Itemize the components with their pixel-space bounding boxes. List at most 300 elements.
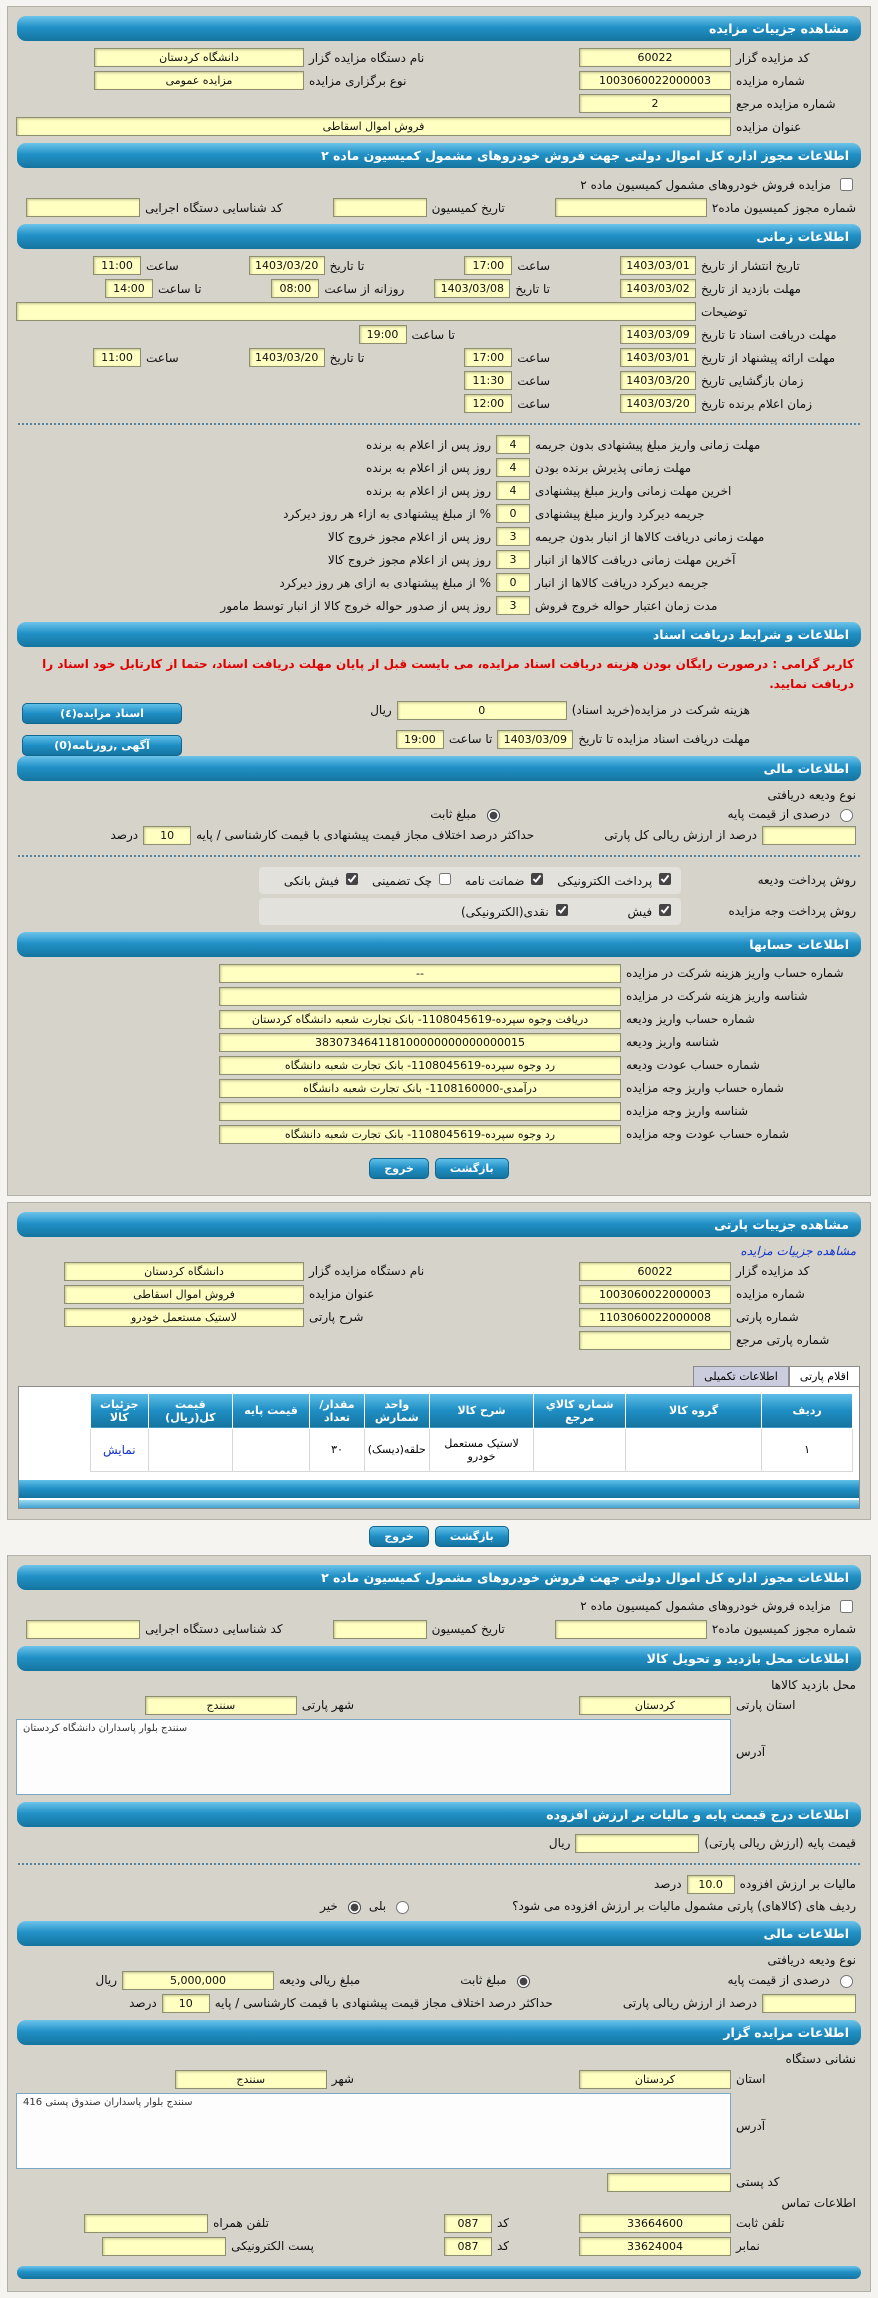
row-province bbox=[16, 2070, 856, 2089]
visit-label: مهلت بازدید از تاریخ bbox=[701, 281, 801, 296]
row-publish bbox=[16, 256, 856, 275]
pay-fish-checkbox[interactable] bbox=[659, 904, 671, 916]
penalty-row bbox=[16, 458, 800, 477]
penalty-label: جریمه دیرکرد دریافت کالاها از انبار bbox=[535, 575, 709, 590]
visit-to-field[interactable]: 1403/03/08 bbox=[434, 279, 510, 298]
deposit-percent-label: درصدی از قیمت پایه bbox=[727, 1973, 830, 1988]
deposit-type-label: نوع ودیعه دریافتی bbox=[767, 787, 856, 802]
docs-deadline2-time-field[interactable]: 19:00 bbox=[396, 730, 444, 749]
postal-code-label: کد پستی bbox=[736, 2175, 780, 2190]
fax-label: نمابر bbox=[736, 2239, 760, 2254]
tab-additional-info[interactable]: اطلاعات تکمیلی bbox=[693, 1366, 789, 1386]
cell-item-group bbox=[626, 1428, 762, 1471]
auction-type-label: نوع برگزاری مزایده bbox=[309, 73, 407, 88]
description-field[interactable] bbox=[16, 302, 696, 321]
docs-deadline2-date-field[interactable]: 1403/03/09 bbox=[497, 730, 573, 749]
pay-electronic-label: پرداخت الکترونیکی bbox=[557, 873, 653, 888]
party-desc-label: شرح پارتی bbox=[309, 1310, 364, 1325]
party-ref-label: شماره پارتی مرجع bbox=[736, 1333, 830, 1348]
publish-to-time-field[interactable]: 11:00 bbox=[93, 256, 141, 275]
ref-no-label: شماره مزایده مرجع bbox=[736, 96, 836, 111]
max-diff-field[interactable]: 10 bbox=[162, 1994, 210, 2013]
row-fax bbox=[16, 2237, 856, 2256]
row-postal-code bbox=[16, 2173, 856, 2192]
permit-no-label: شماره مجوز کمیسیون ماده۲ bbox=[711, 1622, 856, 1637]
col-base-price: قیمت پایه bbox=[232, 1393, 309, 1428]
table-footer-bar bbox=[19, 1478, 859, 1498]
row-offer bbox=[16, 348, 856, 367]
city-label: شهر bbox=[331, 2072, 354, 2087]
penalty-suffix: روز پس از اعلام به برنده bbox=[366, 483, 491, 498]
docs-fee-label: هزینه شرکت در مزایده(خرید اسناد) bbox=[571, 703, 750, 718]
publish-to-date-field[interactable]: 1403/03/20 bbox=[249, 256, 325, 275]
percent-of-party-field[interactable] bbox=[762, 1994, 856, 2013]
section-header-permit: اطلاعات مجوز اداره کل اموال دولتی جهت فروش خودروهای مشمول کمیسیون ماده ۲ bbox=[17, 143, 861, 168]
penalty-suffix: روز پس از اعلام به برنده bbox=[366, 437, 491, 452]
phone-label: تلفن ثابت bbox=[736, 2216, 785, 2231]
account-label: شناسه واریز وجه مزایده bbox=[626, 1104, 749, 1119]
cell-row-no: ۱ bbox=[762, 1428, 853, 1471]
col-gutter bbox=[26, 1393, 91, 1428]
row-deposit-percent bbox=[16, 826, 856, 845]
pay-check-checkbox[interactable] bbox=[439, 873, 451, 885]
auction-docs-button[interactable]: اسناد مزایده(٤) bbox=[22, 703, 182, 724]
cell-total-price bbox=[148, 1428, 232, 1471]
deposit-amount-label: مبلغ ریالی ودیعه bbox=[279, 1973, 361, 1988]
opening-time-field[interactable]: 11:30 bbox=[464, 371, 512, 390]
base-price-field[interactable] bbox=[575, 1834, 699, 1853]
col-qty: مقدار/ تعداد bbox=[310, 1393, 364, 1428]
auction-no-label: شماره مزایده bbox=[736, 1287, 805, 1302]
penalty-field[interactable]: 0 bbox=[496, 504, 530, 523]
party-address-textarea[interactable]: سنندج بلوار پاسداران دانشگاه کردستان bbox=[16, 1719, 731, 1795]
vat-question-label: ردیف های (کالاهای) پارتی مشمول مالیات بر ارزش افزوده می شود؟ bbox=[512, 1898, 856, 1913]
mobile-label: تلفن همراه bbox=[213, 2216, 269, 2231]
row-pay-deposit bbox=[16, 867, 856, 894]
back-button[interactable]: بازگشت bbox=[435, 1158, 509, 1179]
to-date-label: تا تاریخ bbox=[329, 350, 365, 365]
address-textarea[interactable]: سنندج بلوار پاسداران صندوق پستی 416 bbox=[16, 2093, 731, 2169]
dotted-separator bbox=[18, 855, 860, 857]
col-item-details: جزئیات کالا bbox=[90, 1393, 148, 1428]
cell-qty: ۳۰ bbox=[310, 1428, 364, 1471]
fax-field[interactable]: 33624004 bbox=[579, 2237, 731, 2256]
to-date-label: تا تاریخ bbox=[515, 281, 550, 296]
row-opening bbox=[16, 371, 856, 390]
base-price-label: قیمت پایه (ارزش ریالی پارتی) bbox=[704, 1836, 856, 1851]
party-city-field[interactable]: سنندج bbox=[145, 1696, 297, 1715]
dotted-separator bbox=[18, 1863, 860, 1865]
winner-time-field[interactable]: 12:00 bbox=[464, 394, 512, 413]
cell-item-details bbox=[90, 1428, 148, 1471]
party-no-field[interactable]: 1103060022000008 bbox=[579, 1308, 731, 1327]
auction-title-label: عنوان مزایده bbox=[309, 1287, 375, 1302]
pay-fish-label: فیش bbox=[627, 904, 653, 919]
vat-no-radio[interactable] bbox=[348, 1901, 361, 1914]
party-items-table bbox=[25, 1393, 853, 1472]
row-permit bbox=[16, 198, 856, 217]
docs-notice-text: کاربر گرامی : درصورت رایگان بودن هزینه دریافت اسناد مزایده، می بایست قبل از پایان مهلت دریافت اسناد، حتما از کارتابل خود اسناد را دریافت نمایید. bbox=[42, 657, 854, 692]
account-label: شماره حساب واریز وجه مزایده bbox=[626, 1081, 784, 1096]
hour-label: ساعت bbox=[517, 350, 550, 365]
org-name-label: نام دستگاه مزایده گزار bbox=[309, 50, 425, 65]
party-city-label: شهر پارتی bbox=[301, 1698, 354, 1713]
party-ref-field[interactable] bbox=[579, 1331, 731, 1350]
col-item-desc: شرح کالا bbox=[429, 1393, 533, 1428]
party-province-label: استان پارتی bbox=[736, 1698, 796, 1713]
commission-date-label: تاریخ کمیسیون bbox=[431, 200, 505, 215]
penalty-field[interactable]: 4 bbox=[496, 481, 530, 500]
phone-code-label: کد bbox=[496, 2216, 509, 2231]
bidder-code-field[interactable]: 60022 bbox=[579, 1262, 731, 1281]
ref-no-field[interactable]: 2 bbox=[579, 94, 731, 113]
hour-label: ساعت bbox=[517, 396, 550, 411]
row-bidder-code bbox=[16, 48, 856, 67]
row-deposit-options2 bbox=[16, 1971, 856, 1990]
row-deposit-options bbox=[16, 806, 856, 822]
account-row bbox=[16, 1033, 856, 1052]
row-bidder-code2 bbox=[16, 1262, 856, 1281]
visit-time-to-field[interactable]: 14:00 bbox=[105, 279, 153, 298]
deposit-percent-label: درصدی از قیمت پایه bbox=[727, 806, 830, 821]
tab-party-items[interactable]: اقلام پارتی bbox=[789, 1366, 860, 1386]
row-address bbox=[16, 2093, 856, 2169]
bidder-code-label: کد مزایده گزار bbox=[736, 50, 810, 65]
row-visit bbox=[16, 279, 856, 298]
row-vat-question bbox=[16, 1898, 856, 1914]
offer-date-field[interactable]: 1403/03/01 bbox=[620, 348, 696, 367]
table-footer-bar2 bbox=[19, 1500, 859, 1508]
row-party-no bbox=[16, 1308, 856, 1327]
col-ref-item-no: شماره کالاي مرجع bbox=[534, 1393, 626, 1428]
row-auction-title bbox=[16, 117, 856, 136]
pay-check-label: چک تضمینی bbox=[372, 873, 433, 888]
section-header-permit2: اطلاعات مجوز اداره کل اموال دولتی جهت فروش خودروهای مشمول کمیسیون ماده ۲ bbox=[17, 1565, 861, 1590]
hour-label: ساعت bbox=[146, 350, 179, 365]
account-label: شماره حساب عودت وجه مزایده bbox=[626, 1127, 790, 1142]
col-row-no: ردیف bbox=[762, 1393, 853, 1428]
winner-date-field[interactable]: 1403/03/20 bbox=[620, 394, 696, 413]
offer-label: مهلت ارائه پیشنهاد از تاریخ bbox=[701, 350, 836, 365]
org-name-field[interactable]: دانشگاه کردستان bbox=[64, 1262, 304, 1281]
permit-no-field[interactable] bbox=[555, 1620, 707, 1639]
party-desc-field[interactable]: لاستیک مستعمل خودرو bbox=[64, 1308, 304, 1327]
row-party-province bbox=[16, 1696, 856, 1715]
rial-label: ریال bbox=[370, 703, 392, 718]
mid-buttons bbox=[0, 1526, 878, 1547]
row-vat bbox=[16, 1875, 856, 1894]
row-pay-auction bbox=[16, 898, 856, 925]
dotted-separator bbox=[18, 423, 860, 425]
section-header-pricing: اطلاعات درج قیمت پایه و مالیات بر ارزش افزوده bbox=[17, 1802, 861, 1827]
agency-code-field[interactable] bbox=[26, 1620, 140, 1639]
address-label: آدرس bbox=[736, 2118, 766, 2133]
section-header-docs: اطلاعات و شرایط دریافت اسناد bbox=[17, 622, 861, 647]
phone-field[interactable]: 33664600 bbox=[579, 2214, 731, 2233]
pay-cash-checkbox[interactable] bbox=[556, 904, 568, 916]
agency-code-label: کد شناسایی دستگاه اجرایی bbox=[145, 200, 283, 215]
penalty-label: جریمه دیرکرد واریز مبلغ پیشنهادی bbox=[535, 506, 705, 521]
party-province-field[interactable]: کردستان bbox=[579, 1696, 731, 1715]
pay-cash-label: نقدی(الکترونیکی) bbox=[460, 904, 549, 919]
agency-address-title: نشانی دستگاه bbox=[785, 2051, 856, 2066]
offer-time-field[interactable]: 17:00 bbox=[464, 348, 512, 367]
penalty-label: مدت زمان اعتبار حواله خروج فروش bbox=[535, 598, 718, 613]
section-header-accounts: اطلاعات حسابها bbox=[17, 932, 861, 957]
party-no-label: شماره پارتی bbox=[736, 1310, 799, 1325]
account-label: شماره حساب واریز ودیعه bbox=[626, 1012, 755, 1027]
pay-bankslip-label: فیش بانکی bbox=[283, 873, 340, 888]
account-row bbox=[16, 987, 856, 1006]
deposit-amount-field[interactable]: 5,000,000 bbox=[122, 1971, 274, 1990]
penalty-suffix: % از مبلغ پیشنهادی به ازای هر روز دیرکرد bbox=[279, 575, 491, 590]
docs-deadline-time-field[interactable]: 19:00 bbox=[359, 325, 407, 344]
section-header-financial: اطلاعات مالی bbox=[17, 756, 861, 781]
penalty-row bbox=[16, 596, 800, 615]
auction-page bbox=[0, 6, 878, 2292]
deposit-fixed-label: مبلغ ثابت bbox=[460, 1973, 507, 1988]
row-madeh2-checkbox2 bbox=[16, 1597, 856, 1616]
account-row bbox=[16, 964, 856, 983]
penalty-row bbox=[16, 504, 800, 523]
visit-place-label: محل بازدید کالاها bbox=[771, 1677, 856, 1692]
penalty-row bbox=[16, 481, 800, 500]
row-party-ref bbox=[16, 1331, 856, 1350]
publish-label: تاریخ انتشار از تاریخ bbox=[701, 258, 800, 273]
section-header-timing: اطلاعات زمانی bbox=[17, 224, 861, 249]
org-name-field[interactable]: دانشگاه کردستان bbox=[94, 48, 304, 67]
account-field[interactable]: دریافت وجوه سپرده-1108045619- بانک تجارت شعبه دانشگاه کردستان bbox=[219, 1010, 621, 1029]
permit-no-label: شماره مجوز کمیسیون ماده۲ bbox=[711, 200, 856, 215]
publish-time-field[interactable]: 17:00 bbox=[464, 256, 512, 275]
account-row bbox=[16, 1079, 856, 1098]
row-deposit-type2 bbox=[16, 1953, 856, 1967]
row-deposit-percent2 bbox=[16, 1994, 856, 2013]
penalty-label: مهلت زمانی پذیرش برنده بودن bbox=[535, 460, 692, 475]
postal-code-field[interactable] bbox=[607, 2173, 731, 2192]
row-docs-deadline bbox=[16, 325, 856, 344]
row-madeh2-checkbox bbox=[16, 175, 856, 194]
penalty-suffix: روز پس از اعلام به برنده bbox=[366, 460, 491, 475]
org-name-label: نام دستگاه مزایده گزار bbox=[309, 1264, 425, 1279]
hour-label: ساعت bbox=[517, 258, 550, 273]
row-base-price bbox=[16, 1834, 856, 1853]
province-label: استان bbox=[736, 2072, 766, 2087]
pay-deposit-options bbox=[259, 867, 681, 894]
winner-label: زمان اعلام برنده تاریخ bbox=[701, 396, 812, 411]
account-row bbox=[16, 1056, 856, 1075]
account-field[interactable] bbox=[219, 987, 621, 1006]
description-label: توضیحات bbox=[701, 304, 748, 319]
visit-time-from-field[interactable]: 08:00 bbox=[271, 279, 319, 298]
party-items-table-wrap bbox=[18, 1386, 860, 1509]
account-field[interactable] bbox=[219, 1102, 621, 1121]
phone-code-field[interactable]: 087 bbox=[444, 2214, 492, 2233]
section-header-bidder: اطلاعات مزایده گزار bbox=[17, 2020, 861, 2045]
row-permit2 bbox=[16, 1620, 856, 1639]
panel-bottom-bar bbox=[17, 2266, 861, 2279]
percent-of-total-label: درصد از ارزش ریالی کل پارتی bbox=[604, 828, 757, 843]
commission-date-field[interactable] bbox=[333, 1620, 427, 1639]
penalty-field[interactable]: 0 bbox=[496, 573, 530, 592]
to-date-label: تا تاریخ bbox=[329, 258, 365, 273]
exit-button[interactable]: خروج bbox=[369, 1526, 429, 1547]
penalty-field[interactable]: 4 bbox=[496, 435, 530, 454]
row-phone bbox=[16, 2214, 856, 2233]
item-row bbox=[26, 1428, 853, 1471]
section-header-location: اطلاعات محل بازدید و تحویل کالا bbox=[17, 1646, 861, 1671]
cell-unit: حلقه(دیسک) bbox=[364, 1428, 429, 1471]
col-unit: واحد شمارش bbox=[364, 1393, 429, 1428]
account-field[interactable]: -- bbox=[219, 964, 621, 983]
province-field[interactable]: کردستان bbox=[579, 2070, 731, 2089]
penalty-field[interactable]: 3 bbox=[496, 550, 530, 569]
pay-electronic-checkbox[interactable] bbox=[659, 873, 671, 885]
penalty-field[interactable]: 3 bbox=[496, 527, 530, 546]
account-label: شناسه واریز هزینه شرکت در مزایده bbox=[626, 989, 808, 1004]
madeh2-checkbox[interactable] bbox=[840, 1600, 853, 1613]
party-tabs bbox=[18, 1366, 860, 1386]
account-row bbox=[16, 1010, 856, 1029]
city-field[interactable]: سنندج bbox=[175, 2070, 327, 2089]
email-field[interactable] bbox=[102, 2237, 226, 2256]
pay-auction-options bbox=[259, 898, 681, 925]
vat-yes-label: بلی bbox=[368, 1898, 387, 1913]
cell-item-desc: لاستیک مستعمل خودرو bbox=[429, 1428, 533, 1471]
auction-no-field[interactable]: 1003060022000003 bbox=[579, 71, 731, 90]
account-label: شماره حساب عودت ودیعه bbox=[626, 1058, 760, 1073]
party-address-label: آدرس bbox=[736, 1744, 766, 1759]
docs-deadline-date-field[interactable]: 1403/03/09 bbox=[620, 325, 696, 344]
docs-fee-field[interactable]: 0 bbox=[397, 701, 567, 720]
bidder-code-label: کد مزایده گزار bbox=[736, 1264, 810, 1279]
penalty-label: اخرین مهلت زمانی واریز مبلغ پیشنهادی bbox=[535, 483, 732, 498]
newspaper-ads-button[interactable]: آگهی ,روزنامه(0) bbox=[22, 735, 182, 756]
panel1-buttons bbox=[8, 1158, 870, 1179]
agency-code-field[interactable] bbox=[26, 198, 140, 217]
penalty-suffix: روز پس از صدور حواله خروج کالا از انبار توسط مامور bbox=[220, 598, 491, 613]
rial-label: ریال bbox=[95, 1973, 118, 1988]
publish-date-field[interactable]: 1403/03/01 bbox=[620, 256, 696, 275]
vat-yes-radio[interactable] bbox=[396, 1901, 409, 1914]
pay-guarantee-checkbox[interactable] bbox=[531, 873, 543, 885]
account-row bbox=[16, 1125, 856, 1144]
row-ref-no bbox=[16, 94, 856, 113]
account-row bbox=[16, 1102, 856, 1121]
percent-of-total-field[interactable] bbox=[762, 826, 856, 845]
penalty-label: مهلت زمانی دریافت کالاها از انبار بدون جریمه bbox=[535, 529, 765, 544]
deposit-type-label: نوع ودیعه دریافتی bbox=[767, 1952, 856, 1967]
row-auction-no2 bbox=[16, 1285, 856, 1304]
account-field[interactable]: 383073464118100000000000000015 bbox=[219, 1033, 621, 1052]
madeh2-checkbox-label: مزایده فروش خودروهای مشمول کمیسیون ماده ۲ bbox=[580, 1599, 831, 1614]
auction-no-field[interactable]: 1003060022000003 bbox=[579, 1285, 731, 1304]
pay-deposit-label: روش پرداخت ودیعه bbox=[757, 873, 856, 888]
party-details-panel bbox=[7, 1202, 871, 1520]
auction-title-field[interactable]: فروش اموال اسقاطی bbox=[64, 1285, 304, 1304]
percent-label: درصد bbox=[653, 1877, 682, 1892]
vat-field[interactable]: 10.0 bbox=[687, 1875, 735, 1894]
penalty-suffix: روز پس از اعلام مجوز خروج کالا bbox=[327, 529, 491, 544]
section-header-auction: مشاهده جزییات مزایده bbox=[17, 16, 861, 41]
to-hour-label: تا ساعت bbox=[448, 732, 493, 747]
to-hour-label: تا ساعت bbox=[157, 281, 202, 296]
item-details-link[interactable]: نمایش bbox=[103, 1442, 136, 1457]
max-diff-field[interactable]: 10 bbox=[143, 826, 191, 845]
penalty-row bbox=[16, 527, 800, 546]
auction-no-label: شماره مزایده bbox=[736, 73, 805, 88]
pay-guarantee-label: ضمانت نامه bbox=[464, 873, 525, 888]
vat-no-label: خیر bbox=[320, 1898, 338, 1913]
penalty-row bbox=[16, 550, 800, 569]
fax-code-field[interactable]: 087 bbox=[444, 2237, 492, 2256]
rial-label: ریال bbox=[548, 1836, 571, 1851]
madeh2-checkbox-label: مزایده فروش خودروهای مشمول کمیسیون ماده ۲ bbox=[580, 177, 831, 192]
offer-to-date-field[interactable]: 1403/03/20 bbox=[249, 348, 325, 367]
offer-to-time-field[interactable]: 11:00 bbox=[93, 348, 141, 367]
penalty-row bbox=[16, 573, 800, 592]
penalty-suffix: روز پس از اعلام مجوز خروج کالا bbox=[327, 552, 491, 567]
permit-no-field[interactable] bbox=[555, 198, 707, 217]
deposit-fixed-label: مبلغ ثابت bbox=[430, 806, 477, 821]
deposit-fixed-radio[interactable] bbox=[487, 809, 500, 822]
auction-details-panel bbox=[7, 6, 871, 1196]
deposit-percent-radio[interactable] bbox=[840, 1975, 853, 1988]
cell-base-price bbox=[232, 1428, 309, 1471]
commission-date-field[interactable] bbox=[333, 198, 427, 217]
account-field[interactable]: رد وجوه سپرده-1108045619- بانک تجارت شعبه دانشگاه bbox=[219, 1056, 621, 1075]
email-label: پست الکترونیکی bbox=[231, 2239, 314, 2254]
col-item-group: گروه کالا bbox=[626, 1393, 762, 1428]
row-deposit-type bbox=[16, 788, 856, 802]
docs-deadline-label: مهلت دریافت اسناد تا تاریخ bbox=[701, 327, 837, 342]
bidder-code-field[interactable]: 60022 bbox=[579, 48, 731, 67]
visit-from-field[interactable]: 1403/03/02 bbox=[620, 279, 696, 298]
section-header-financial2: اطلاعات مالی bbox=[17, 1921, 861, 1946]
auction-title-field[interactable]: فروش اموال اسقاطی bbox=[16, 117, 731, 136]
view-auction-details-link[interactable]: مشاهده جزییات مزایده bbox=[740, 1243, 856, 1258]
auction-title-label: عنوان مزایده bbox=[736, 119, 802, 134]
back-button[interactable]: بازگشت bbox=[435, 1526, 509, 1547]
percent-of-party-label: درصد از ارزش ریالی پارتی bbox=[622, 1996, 757, 2011]
agency-code-label: کد شناسایی دستگاه اجرایی bbox=[145, 1622, 283, 1637]
row-agency-address-title bbox=[16, 2052, 856, 2066]
deposit-percent-radio[interactable] bbox=[840, 809, 853, 822]
penalty-field[interactable]: 3 bbox=[496, 596, 530, 615]
penalty-field[interactable]: 4 bbox=[496, 458, 530, 477]
account-field[interactable]: درآمدی-1108160000- بانک تجارت شعبه دانشگاه bbox=[219, 1079, 621, 1098]
auction-type-field[interactable]: مزایده عمومی bbox=[94, 71, 304, 90]
opening-date-field[interactable]: 1403/03/20 bbox=[620, 371, 696, 390]
percent-label: درصد bbox=[110, 828, 139, 843]
pay-bankslip-checkbox[interactable] bbox=[346, 873, 358, 885]
madeh2-checkbox[interactable] bbox=[840, 178, 853, 191]
max-diff-label: حداکثر درصد اختلاف مجاز قیمت پیشنهادی با قیمت کارشناسی / پایه bbox=[214, 1996, 553, 2011]
account-field[interactable]: رد وجوه سپرده-1108045619- بانک تجارت شعبه دانشگاه bbox=[219, 1125, 621, 1144]
hour-label: ساعت bbox=[517, 373, 550, 388]
opening-label: زمان بازگشایی تاریخ bbox=[701, 373, 804, 388]
mobile-field[interactable] bbox=[84, 2214, 208, 2233]
penalty-row bbox=[16, 435, 800, 454]
row-auction-no bbox=[16, 71, 856, 90]
to-hour-label: تا ساعت bbox=[411, 327, 455, 342]
additional-info-panel bbox=[7, 1555, 871, 2292]
row-party-address bbox=[16, 1719, 856, 1795]
exit-button[interactable]: خروج bbox=[369, 1158, 429, 1179]
cell-ref-item-no bbox=[534, 1428, 626, 1471]
vat-label: مالیات بر ارزش افزوده bbox=[739, 1877, 856, 1892]
deposit-fixed-radio[interactable] bbox=[517, 1975, 530, 1988]
